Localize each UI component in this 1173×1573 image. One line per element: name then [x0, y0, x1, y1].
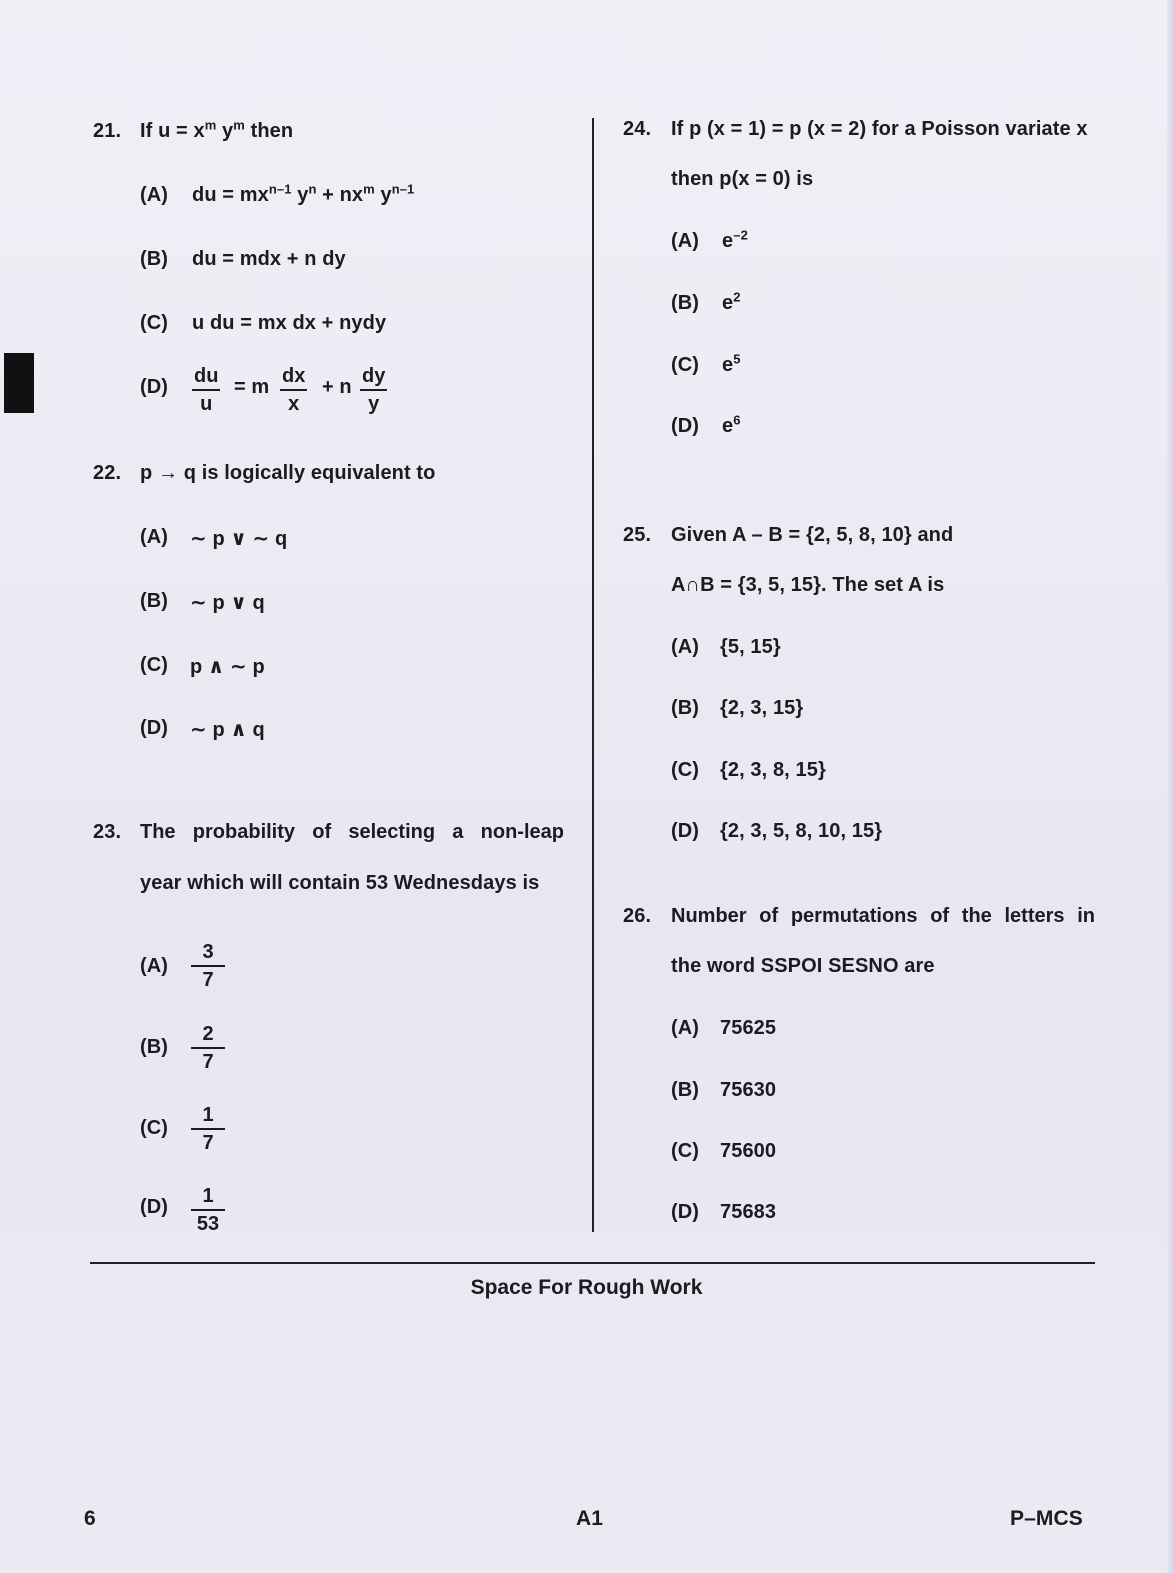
fraction-du-u: $\frac{du}{u}$ — [194, 365, 219, 415]
question-stem: p → q is logically equivalent to — [140, 462, 436, 484]
paper-code: P–MCS — [1010, 1507, 1083, 1530]
question-number: 24. — [623, 118, 652, 140]
question-number: 22. — [93, 462, 122, 484]
option-label: (B) — [671, 697, 700, 719]
option-a-text: 75625 — [720, 1017, 777, 1039]
option-c-text: 75600 — [720, 1140, 777, 1162]
option-b-text: $e^2$ — [722, 289, 741, 314]
option-label: (C) — [671, 759, 700, 781]
option-label: (B) — [140, 1036, 169, 1058]
plus-n: + n — [322, 376, 352, 398]
option-c-text: {2, 3, 8, 15} — [720, 759, 826, 781]
fraction-3-7: $\frac{3}{7}$ — [191, 942, 225, 990]
registration-mark — [4, 353, 34, 413]
question-stem-line-2: the word SSPOI SESNO are — [671, 955, 935, 977]
fraction-2-7: $\frac{2}{7}$ — [191, 1024, 225, 1072]
question-number: 26. — [623, 905, 652, 927]
rough-work-heading: Space For Rough Work — [470, 1276, 703, 1299]
option-label: (A) — [140, 955, 169, 977]
option-label: (C) — [671, 1140, 700, 1162]
page-edge-shadow — [1167, 0, 1173, 1573]
option-label: (C) — [140, 1117, 169, 1139]
option-label: (A) — [671, 230, 700, 252]
option-d-text: {2, 3, 5, 8, 10, 15} — [720, 820, 883, 842]
option-label: (D) — [671, 820, 700, 842]
option-a-text: du = $mx^{n-1}$ $y^n + nx^m$ $y^{n-1}$ — [192, 181, 415, 206]
option-label: (C) — [140, 312, 169, 334]
option-a-text: {5, 15} — [720, 636, 781, 658]
option-label: (C) — [140, 654, 169, 676]
fraction-dy-y: $\frac{dy}{y}$ — [362, 365, 386, 415]
question-stem-line-2: A∩B = {3, 5, 15}. The set A is — [671, 574, 945, 596]
question-stem-line-1: If p (x = 1) = p (x = 2) for a Poisson variate x — [671, 118, 1088, 140]
option-label: (C) — [671, 354, 700, 376]
option-label: (D) — [140, 717, 169, 739]
series-code: A1 — [576, 1507, 604, 1530]
option-c-text: p ∧ ∼ p — [190, 656, 265, 678]
option-label: (B) — [671, 292, 700, 314]
page-number: 6 — [84, 1507, 96, 1530]
option-label: (B) — [140, 590, 169, 612]
question-stem: If $u = x^m$ $y^m$ then — [140, 117, 294, 142]
option-label: (A) — [671, 636, 700, 658]
option-label: (D) — [140, 1196, 169, 1218]
question-number: 25. — [623, 524, 652, 546]
question-stem-line-1: Given A – B = {2, 5, 8, 10} and — [671, 524, 954, 546]
option-a-text: ∼ p ∨ ∼ q — [190, 528, 288, 550]
question-stem-line-2: year which will contain 53 Wednesdays is — [140, 872, 540, 894]
option-label: (D) — [671, 415, 700, 437]
equals-m: = m — [234, 376, 270, 398]
option-c-text: u du = mx dx + nydy — [192, 312, 387, 334]
option-label: (B) — [140, 248, 169, 270]
option-label: (D) — [671, 1201, 700, 1223]
fraction-1-7: $\frac{1}{7}$ — [191, 1105, 225, 1153]
rough-work-rule — [90, 1262, 1095, 1264]
option-label: (A) — [671, 1017, 700, 1039]
option-label: (B) — [671, 1079, 700, 1101]
option-b-text: {2, 3, 15} — [720, 697, 804, 719]
option-b-text: du = mdx + n dy — [192, 248, 346, 270]
option-c-text: $e^5$ — [722, 351, 741, 376]
question-stem-line-2: then p(x = 0) is — [671, 168, 814, 190]
fraction-1-53: $\frac{1}{53}$ — [191, 1186, 225, 1234]
option-d-text: ∼ p ∧ q — [190, 719, 265, 741]
question-number: 21. — [93, 120, 122, 142]
question-stem-line-1: Number of permutations of the letters in — [671, 905, 1095, 927]
option-label: (A) — [140, 526, 169, 548]
option-label: (D) — [140, 376, 169, 398]
option-b-text: 75630 — [720, 1079, 777, 1101]
column-divider — [592, 118, 594, 1232]
question-number: 23. — [93, 821, 122, 843]
option-d-text: 75683 — [720, 1201, 777, 1223]
option-d-text: $e^6$ — [722, 412, 741, 437]
option-b-text: ∼ p ∨ q — [190, 592, 265, 614]
option-label: (A) — [140, 184, 169, 206]
fraction-dx-x: $\frac{dx}{x}$ — [282, 365, 306, 415]
option-a-text: $e^{-2}$ — [722, 227, 748, 252]
question-stem-line-1: The probability of selecting a non-leap — [140, 821, 564, 843]
